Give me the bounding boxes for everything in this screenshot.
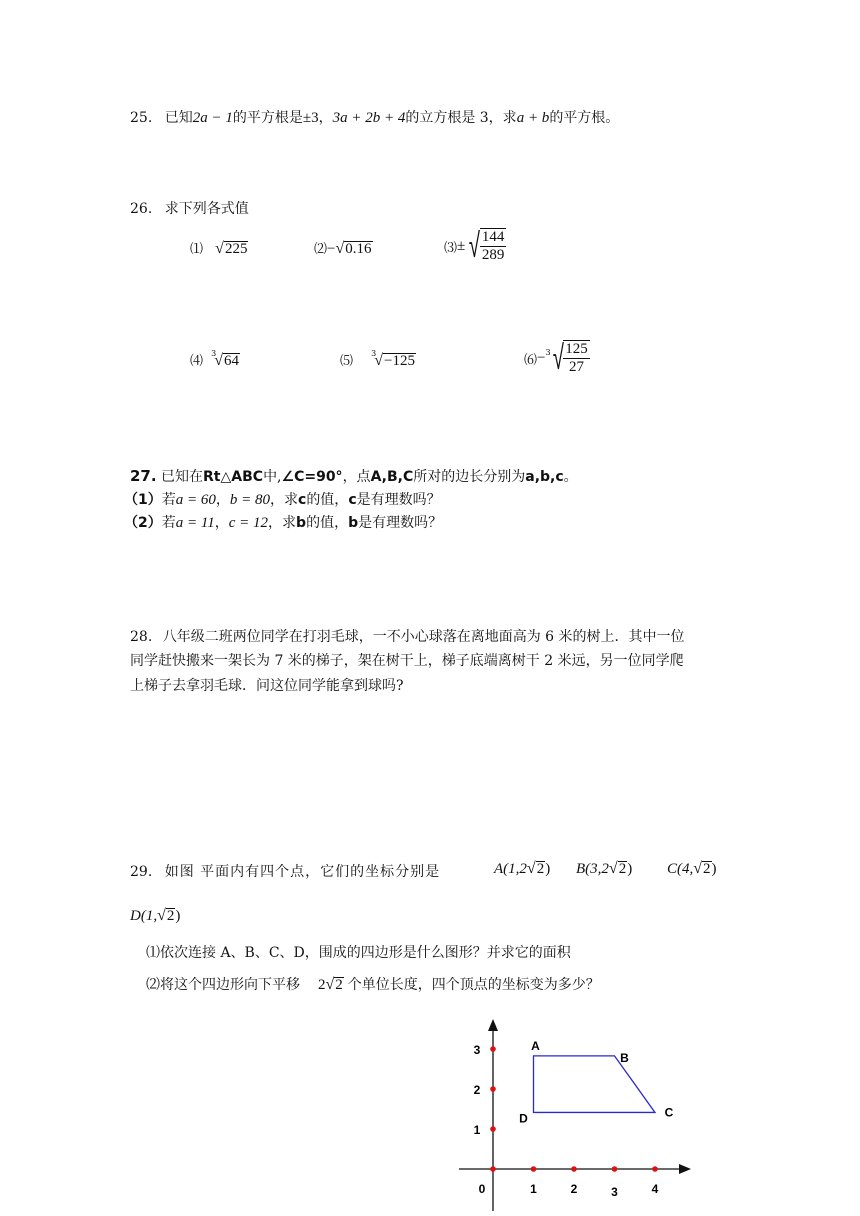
question-text: 。: [563, 469, 578, 485]
question-29-part-2: ⑵将这个四边形向下平移 2√2 个单位长度，四个顶点的坐标变为多少？: [146, 976, 600, 993]
sign: ±: [457, 237, 466, 254]
y-axis-arrow: [488, 1019, 498, 1031]
item-6: [524, 340, 590, 377]
item-1: [190, 238, 248, 258]
question-27-part-2: [124, 512, 442, 532]
question-text: 的平方根是: [232, 110, 303, 126]
part-label: （2）: [124, 515, 162, 531]
triangle-name: Rt△ABC: [203, 469, 264, 485]
x-axis-arrow: [679, 1164, 691, 1174]
x-tick-label: 4: [651, 1182, 659, 1196]
point-D-coord: D(1,√2): [130, 907, 181, 924]
math-expression: a = 60: [175, 492, 216, 508]
radicand: −125: [384, 353, 415, 369]
y-tick-label: 1: [473, 1123, 481, 1137]
question-text: 八年级二班两位同学在打羽毛球，一不小心球落在离地面高为 6 米的树上．其中一位: [162, 629, 685, 645]
math-expression: a = 11: [175, 515, 215, 531]
question-text: ，点: [342, 469, 371, 485]
radical-sign: √: [215, 240, 224, 257]
x-tick-dot: [652, 1166, 658, 1172]
question-title: 求下列各式值: [164, 201, 249, 217]
variable: c: [298, 492, 307, 508]
x-tick-label: 1: [530, 1182, 537, 1196]
part-text: 是有理数吗？: [356, 492, 441, 508]
item-5: [340, 350, 416, 370]
part-text: ，求: [268, 515, 297, 531]
angle: ∠C=90°: [281, 469, 343, 485]
question-29: [130, 861, 440, 881]
part-text: 若: [161, 492, 176, 508]
origin-dot: [490, 1166, 496, 1172]
question-26: [130, 198, 249, 218]
x-tick-dot: [612, 1166, 618, 1172]
part-text: 若: [161, 515, 176, 531]
y-tick-dot: [490, 1126, 496, 1132]
math-expression: ±3: [302, 110, 319, 126]
denominator: 289: [481, 247, 505, 264]
item-label: ⑸: [340, 354, 354, 369]
point-label-D: D: [519, 1111, 528, 1126]
x-tick-label: 0: [478, 1182, 486, 1196]
radical-sign: √: [468, 226, 481, 267]
radicand: 0.16: [345, 241, 372, 257]
item-label: ⑴: [190, 242, 204, 257]
root-index: 3: [371, 349, 377, 358]
radical-sign: √: [374, 352, 384, 369]
numerator: 125: [563, 341, 590, 359]
part-text: ，: [215, 492, 230, 508]
y-tick-dot: [490, 1046, 496, 1052]
denominator: 27: [569, 359, 584, 376]
question-29-part-1: ⑴依次连接 A、B、C、D，围成的四边形是什么图形？并求它的面积: [146, 945, 571, 961]
point-label-B: B: [620, 1050, 629, 1065]
point-label-A: A: [531, 1038, 540, 1053]
question-25: [130, 107, 619, 127]
sign: −: [327, 241, 336, 257]
question-text: 的立方根是 3，求: [405, 110, 517, 126]
item-label: ⑶: [444, 240, 458, 256]
radical-sign: √: [552, 338, 564, 379]
part-text: 的值，: [306, 492, 349, 508]
question-number: 29.: [130, 864, 153, 880]
item-3: [444, 228, 506, 265]
question-number: 28.: [130, 629, 153, 645]
point-C-coord: C(4,√2): [667, 860, 717, 877]
question-number: 26.: [130, 201, 153, 217]
question-text: 所对的边长分别为: [413, 469, 526, 485]
x-tick-label: 3: [611, 1185, 618, 1199]
item-4: [190, 350, 240, 370]
question-text: 如图 平面内有四个点，它们的坐标分别是: [164, 864, 441, 880]
part-text: ，: [214, 515, 229, 531]
question-28-line-2: 同学赶快搬来一架长为 7 米的梯子，架在树干上，梯子底端离树干 2 米远，另一位同学爬: [130, 653, 684, 669]
item-label: ⑹: [524, 352, 538, 368]
x-tick-label: 2: [570, 1182, 578, 1196]
part-text: 的值，: [306, 515, 349, 531]
question-number: 27.: [130, 467, 157, 485]
question-number: 25.: [130, 110, 153, 126]
point-label-C: C: [664, 1105, 674, 1120]
sides: a,b,c: [525, 469, 564, 485]
y-tick-dot: [490, 1086, 496, 1092]
item-2: [314, 238, 373, 258]
y-tick-label: 3: [473, 1043, 481, 1057]
root-index: 3: [545, 347, 551, 357]
question-28: [130, 626, 685, 646]
question-text: 的平方根。: [549, 110, 620, 126]
radical-fraction: [465, 228, 506, 265]
part-text: 是有理数吗？: [358, 515, 443, 531]
radicand: 64: [224, 353, 240, 369]
sign: −: [537, 349, 546, 366]
vertices: A,B,C: [370, 469, 414, 485]
item-label: ⑷: [190, 354, 204, 369]
variable: c: [348, 492, 357, 508]
x-tick-dot: [531, 1166, 537, 1172]
radical-sign: √: [335, 240, 345, 257]
radical-sign: √: [214, 352, 224, 369]
part-text: ，求: [270, 492, 298, 508]
radicand: 225: [224, 241, 248, 257]
radical-fraction: [549, 340, 590, 377]
numerator: 144: [480, 229, 507, 247]
variable: b: [348, 515, 359, 531]
question-27-part-1: [124, 489, 441, 509]
math-expression: 3a + 2b + 4: [332, 110, 406, 126]
question-text: 已知在: [161, 469, 204, 485]
math-expression: b = 80: [229, 492, 270, 508]
question-text: ，: [318, 110, 333, 126]
math-expression: 2a − 1: [192, 110, 233, 126]
question-text: 已知: [164, 110, 193, 126]
math-expression: c = 12: [228, 515, 269, 531]
variable: b: [296, 515, 307, 531]
part-label: （1）: [124, 492, 162, 508]
item-label: ⑵: [314, 242, 328, 257]
point-A-coord: A(1,2√2): [494, 860, 551, 877]
question-27: [130, 466, 578, 486]
math-expression: a + b: [516, 110, 550, 126]
question-28-line-3: 上梯子去拿羽毛球．问这位同学能拿到球吗?: [130, 678, 404, 694]
question-text: 中,: [263, 469, 282, 485]
x-tick-dot: [571, 1166, 577, 1172]
root-index: 3: [211, 349, 217, 358]
point-B-coord: B(3,2√2): [576, 860, 633, 877]
quadrilateral-ABCD: [534, 1056, 656, 1113]
y-tick-label: 2: [473, 1083, 481, 1097]
